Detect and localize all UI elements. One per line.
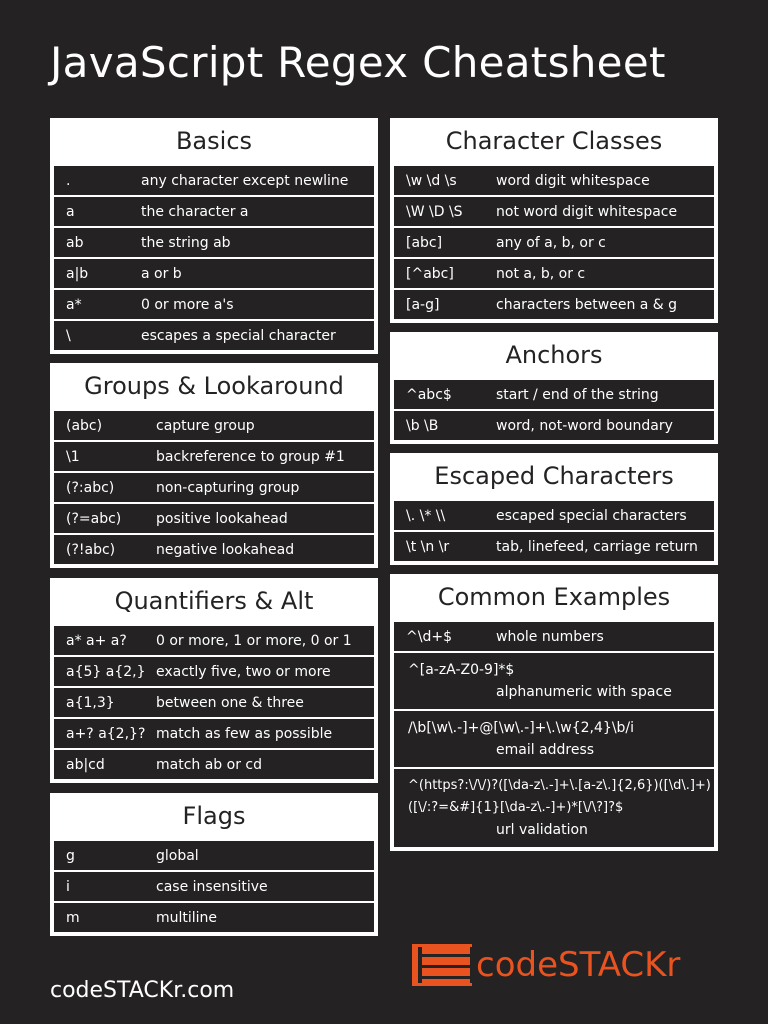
classes-title: Character Classes [445, 127, 663, 155]
table-row [54, 657, 374, 686]
regex-desc: url validation [496, 822, 588, 838]
regex-desc: not word digit whitespace [496, 203, 678, 220]
table-row [54, 290, 374, 319]
regex-code: [abc] [406, 234, 443, 251]
regex-desc: not a, b, or c [496, 265, 586, 282]
regex-code: a|b [66, 265, 89, 282]
regex-desc: the string ab [141, 234, 231, 251]
escaped-title: Escaped Characters [434, 462, 674, 490]
regex-code: \ [66, 327, 71, 344]
regex-code: \W \D \S [406, 203, 463, 220]
examples-card [390, 574, 718, 851]
table-row [54, 841, 374, 870]
regex-code: g [66, 847, 75, 864]
regex-desc: non-capturing group [156, 479, 300, 496]
regex-desc: match ab or cd [156, 756, 262, 773]
regex-desc: match as few as possible [156, 725, 333, 742]
regex-code: (abc) [66, 417, 103, 434]
groups-title: Groups & Lookaround [84, 372, 344, 400]
regex-desc: a or b [141, 265, 182, 282]
regex-desc: 0 or more, 1 or more, 0 or 1 [156, 632, 352, 649]
flags-card [50, 793, 378, 936]
regex-desc: exactly five, two or more [156, 663, 331, 680]
table-row [394, 411, 714, 440]
regex-code: a{1,3} [66, 694, 115, 711]
regex-desc: tab, linefeed, carriage return [496, 538, 698, 555]
regex-code: a{5} a{2,} [66, 663, 146, 680]
regex-desc: word digit whitespace [496, 172, 650, 189]
table-row [54, 197, 374, 226]
table-row [54, 750, 374, 779]
table-row [394, 197, 714, 226]
regex-desc: multiline [156, 909, 218, 926]
classes-card [390, 118, 718, 323]
regex-desc: 0 or more a's [141, 296, 234, 313]
table-row [394, 711, 714, 767]
regex-code: \1 [66, 448, 80, 465]
regex-code: \. \* \\ [406, 507, 446, 524]
table-row [54, 535, 374, 564]
regex-code: i [66, 878, 70, 895]
regex-code: (?!abc) [66, 541, 116, 558]
regex-code: a* [66, 296, 82, 313]
table-row [54, 719, 374, 748]
regex-desc: capture group [156, 417, 255, 434]
regex-code: \w \d \s [406, 172, 457, 189]
table-row [54, 688, 374, 717]
table-row [394, 228, 714, 257]
regex-desc: backreference to group #1 [156, 448, 345, 465]
table-row [54, 442, 374, 471]
regex-code: a* a+ a? [66, 632, 127, 649]
table-row [394, 769, 714, 847]
page-title: JavaScript Regex Cheatsheet [50, 38, 666, 87]
table-row [54, 166, 374, 195]
table-row [54, 473, 374, 502]
regex-code: a+? a{2,}? [66, 725, 146, 742]
regex-code: /\b[\w\.-]+@[\w\.-]+\.\w{2,4}\b/i [408, 720, 635, 736]
regex-code: \t \n \r [406, 538, 450, 555]
table-row [394, 290, 714, 319]
regex-code: (?:abc) [66, 479, 115, 496]
basics-card [50, 118, 378, 354]
regex-desc: whole numbers [496, 628, 604, 645]
regex-desc: negative lookahead [156, 541, 295, 558]
regex-code: (?=abc) [66, 510, 122, 527]
regex-desc: escaped special characters [496, 507, 687, 524]
groups-card [50, 363, 378, 568]
flags-title: Flags [182, 802, 246, 830]
regex-desc: word, not-word boundary [496, 417, 673, 434]
regex-code: \b \B [406, 417, 439, 434]
regex-code: ab|cd [66, 756, 105, 773]
regex-code: ^[a-zA-Z0-9]*$ [408, 662, 515, 678]
regex-desc: any of a, b, or c [496, 234, 606, 251]
table-row [394, 259, 714, 288]
regex-desc: start / end of the string [496, 386, 659, 403]
regex-desc: characters between a & g [496, 296, 678, 313]
table-row [54, 626, 374, 655]
regex-desc: positive lookahead [156, 510, 288, 527]
regex-desc: any character except newline [141, 172, 349, 189]
regex-code: ^abc$ [406, 386, 452, 403]
regex-desc: email address [496, 742, 595, 758]
table-row [54, 411, 374, 440]
table-row [394, 653, 714, 709]
regex-code: m [66, 909, 80, 926]
table-row [54, 504, 374, 533]
table-row [54, 872, 374, 901]
table-row [54, 321, 374, 350]
regex-code: . [66, 172, 71, 189]
basics-title: Basics [175, 127, 253, 155]
regex-code: a [66, 203, 75, 220]
regex-code: ^\d+$ [406, 628, 452, 645]
regex-desc: case insensitive [156, 878, 268, 895]
table-row [394, 380, 714, 409]
regex-code: ab [66, 234, 84, 251]
regex-desc: escapes a special character [141, 327, 336, 344]
anchors-card [390, 332, 718, 444]
brand-name: codeSTACKr [476, 945, 681, 985]
table-row [54, 259, 374, 288]
table-row [394, 166, 714, 195]
stack-logo-icon [412, 944, 472, 986]
table-row [394, 501, 714, 530]
regex-code: [^abc] [406, 265, 454, 282]
footer-url[interactable]: codeSTACKr.com [50, 978, 235, 1003]
table-row [394, 532, 714, 561]
table-row [394, 622, 714, 651]
regex-desc: alphanumeric with space [496, 684, 672, 700]
regex-desc: between one & three [156, 694, 304, 711]
regex-desc: the character a [141, 203, 249, 220]
table-row [54, 903, 374, 932]
table-row [54, 228, 374, 257]
escaped-card [390, 453, 718, 565]
quantifiers-card [50, 578, 378, 783]
regex-code: [a-g] [406, 296, 440, 313]
anchors-title: Anchors [505, 341, 603, 369]
brand-logo [412, 944, 680, 986]
regex-code: ^(https?:\/\/)?([\da-z\.-]+\.[a-z\.]{2,6})([\d\.]+)([\/:?=&#]{1}[\da-z\.-]+)*[\/\?]?$ [408, 778, 711, 815]
examples-title: Common Examples [437, 583, 671, 611]
regex-desc: global [156, 847, 199, 864]
quantifiers-title: Quantifiers & Alt [114, 587, 314, 615]
